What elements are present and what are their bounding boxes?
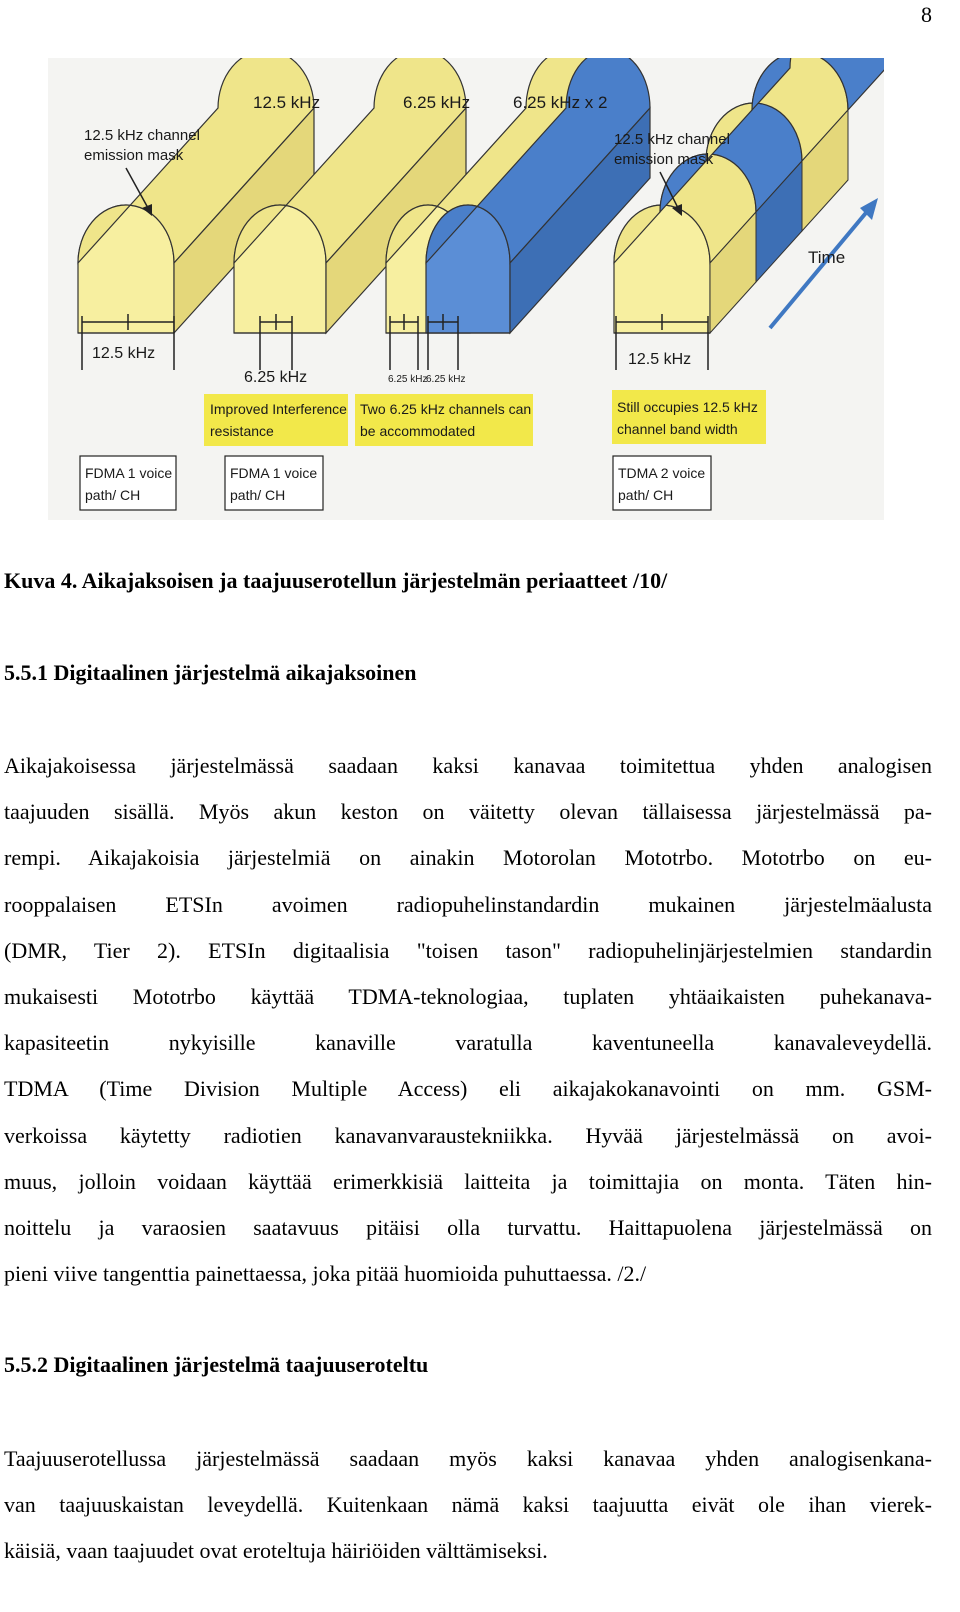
text-line: rooppalaisen ETSIn avoimen radiopuhelinstandardin mukainen järjestelmäalusta: [4, 891, 932, 917]
mask-label: emission mask: [84, 147, 184, 164]
channel-diagram: [48, 58, 884, 520]
text-line: TDMA (Time Division Multiple Access) eli aikajakokanavointi on mm. GSM-: [4, 1076, 932, 1102]
note-text: channel band width: [617, 421, 738, 437]
text-line: mukaisesti Mototrbo käyttää TDMA-teknologiaa, tuplaten yhtäaikaisten puhekanava-: [4, 984, 932, 1010]
text-line: muus, jolloin voidaan käyttää erimerkkisiä laitteita ja toimittajia on monta. Täten hin-: [4, 1168, 932, 1194]
text-line: verkoissa käytetty radiotien kanavanvaraustekniikka. Hyvää järjestelmässä on avoi-: [4, 1122, 932, 1148]
width-label: 12.5 kHz: [92, 345, 156, 362]
page-number: 8: [921, 2, 932, 27]
section-paragraph: [4, 743, 932, 1297]
figure-caption: Kuva 4. Aikajaksoisen ja taajuuserotellun järjestelmän periaatteet /10/: [4, 568, 668, 593]
mode-box-text: path/ CH: [230, 487, 286, 503]
width-label: 6.25 kHz: [244, 369, 308, 386]
mask-label: 12.5 kHz channel: [84, 127, 200, 144]
note-text: be accommodated: [360, 423, 476, 439]
mode-box-text: TDMA 2 voice: [618, 465, 706, 481]
section-heading: 5.5.1 Digitaalinen järjestelmä aikajaksoinen: [4, 660, 417, 685]
text-line: rempi. Aikajakoisia järjestelmiä on ainakin Motorolan Mototrbo. Mototrbo on eu-: [4, 845, 932, 871]
text-line: taajuuden sisällä. Myös akun keston on väitetty olevan tällaisessa järjestelmässä pa-: [4, 799, 932, 825]
text-line: noittelu ja varaosien saatavuus pitäisi olla turvattu. Haittapuolena järjestelmässä on: [4, 1215, 932, 1241]
mask-label: 12.5 kHz channel: [614, 131, 730, 148]
top-label: 12.5 kHz: [253, 93, 321, 112]
time-label: Time: [808, 248, 846, 267]
mask-label: emission mask: [614, 151, 714, 168]
mode-box-text: FDMA 1 voice: [85, 465, 173, 481]
section-paragraph: [4, 1436, 932, 1575]
text-line: Aikajakoisessa järjestelmässä saadaan kaksi kanavaa toimitettua yhden analogisen: [4, 753, 932, 778]
note-text: Improved Interference: [210, 401, 347, 417]
width-label: 6.25 kHz: [426, 374, 466, 385]
text-line: van taajuuskaistan leveydellä. Kuitenkaan nämä kaksi taajuutta eivät ole ihan vierek-: [4, 1492, 932, 1518]
width-label: 12.5 kHz: [628, 351, 692, 368]
text-line: käisiä, vaan taajuudet ovat eroteltuja häiriöiden välttämiseksi.: [4, 1538, 548, 1564]
mode-box-text: path/ CH: [85, 487, 141, 503]
text-line: pieni viive tangenttia painettaessa, joka pitää huomioida puhuttaessa. /2./: [4, 1261, 647, 1287]
text-line: kapasiteetin nykyisille kanaville varatulla kaventuneella kanavaleveydellä.: [4, 1030, 932, 1056]
mode-box-text: path/ CH: [618, 487, 674, 503]
text-line: (DMR, Tier 2). ETSIn digitaalisia "toisen tason" radiopuhelinjärjestelmien standardin: [4, 937, 932, 963]
note-text: Two 6.25 kHz channels can: [360, 401, 532, 417]
channel-diagram-figure: [48, 58, 884, 520]
top-label: 6.25 kHz: [403, 93, 471, 112]
width-label: 6.25 kHz: [388, 374, 428, 385]
section-heading: 5.5.2 Digitaalinen järjestelmä taajuuseroteltu: [4, 1352, 429, 1377]
note-text: Still occupies 12.5 kHz: [617, 399, 758, 415]
mode-box-text: FDMA 1 voice: [230, 465, 318, 481]
note-text: resistance: [210, 423, 274, 439]
top-label: 6.25 kHz x 2: [513, 93, 608, 112]
text-line: Taajuuserotellussa järjestelmässä saadaan myös kaksi kanavaa yhden analogisenkana-: [4, 1446, 932, 1471]
